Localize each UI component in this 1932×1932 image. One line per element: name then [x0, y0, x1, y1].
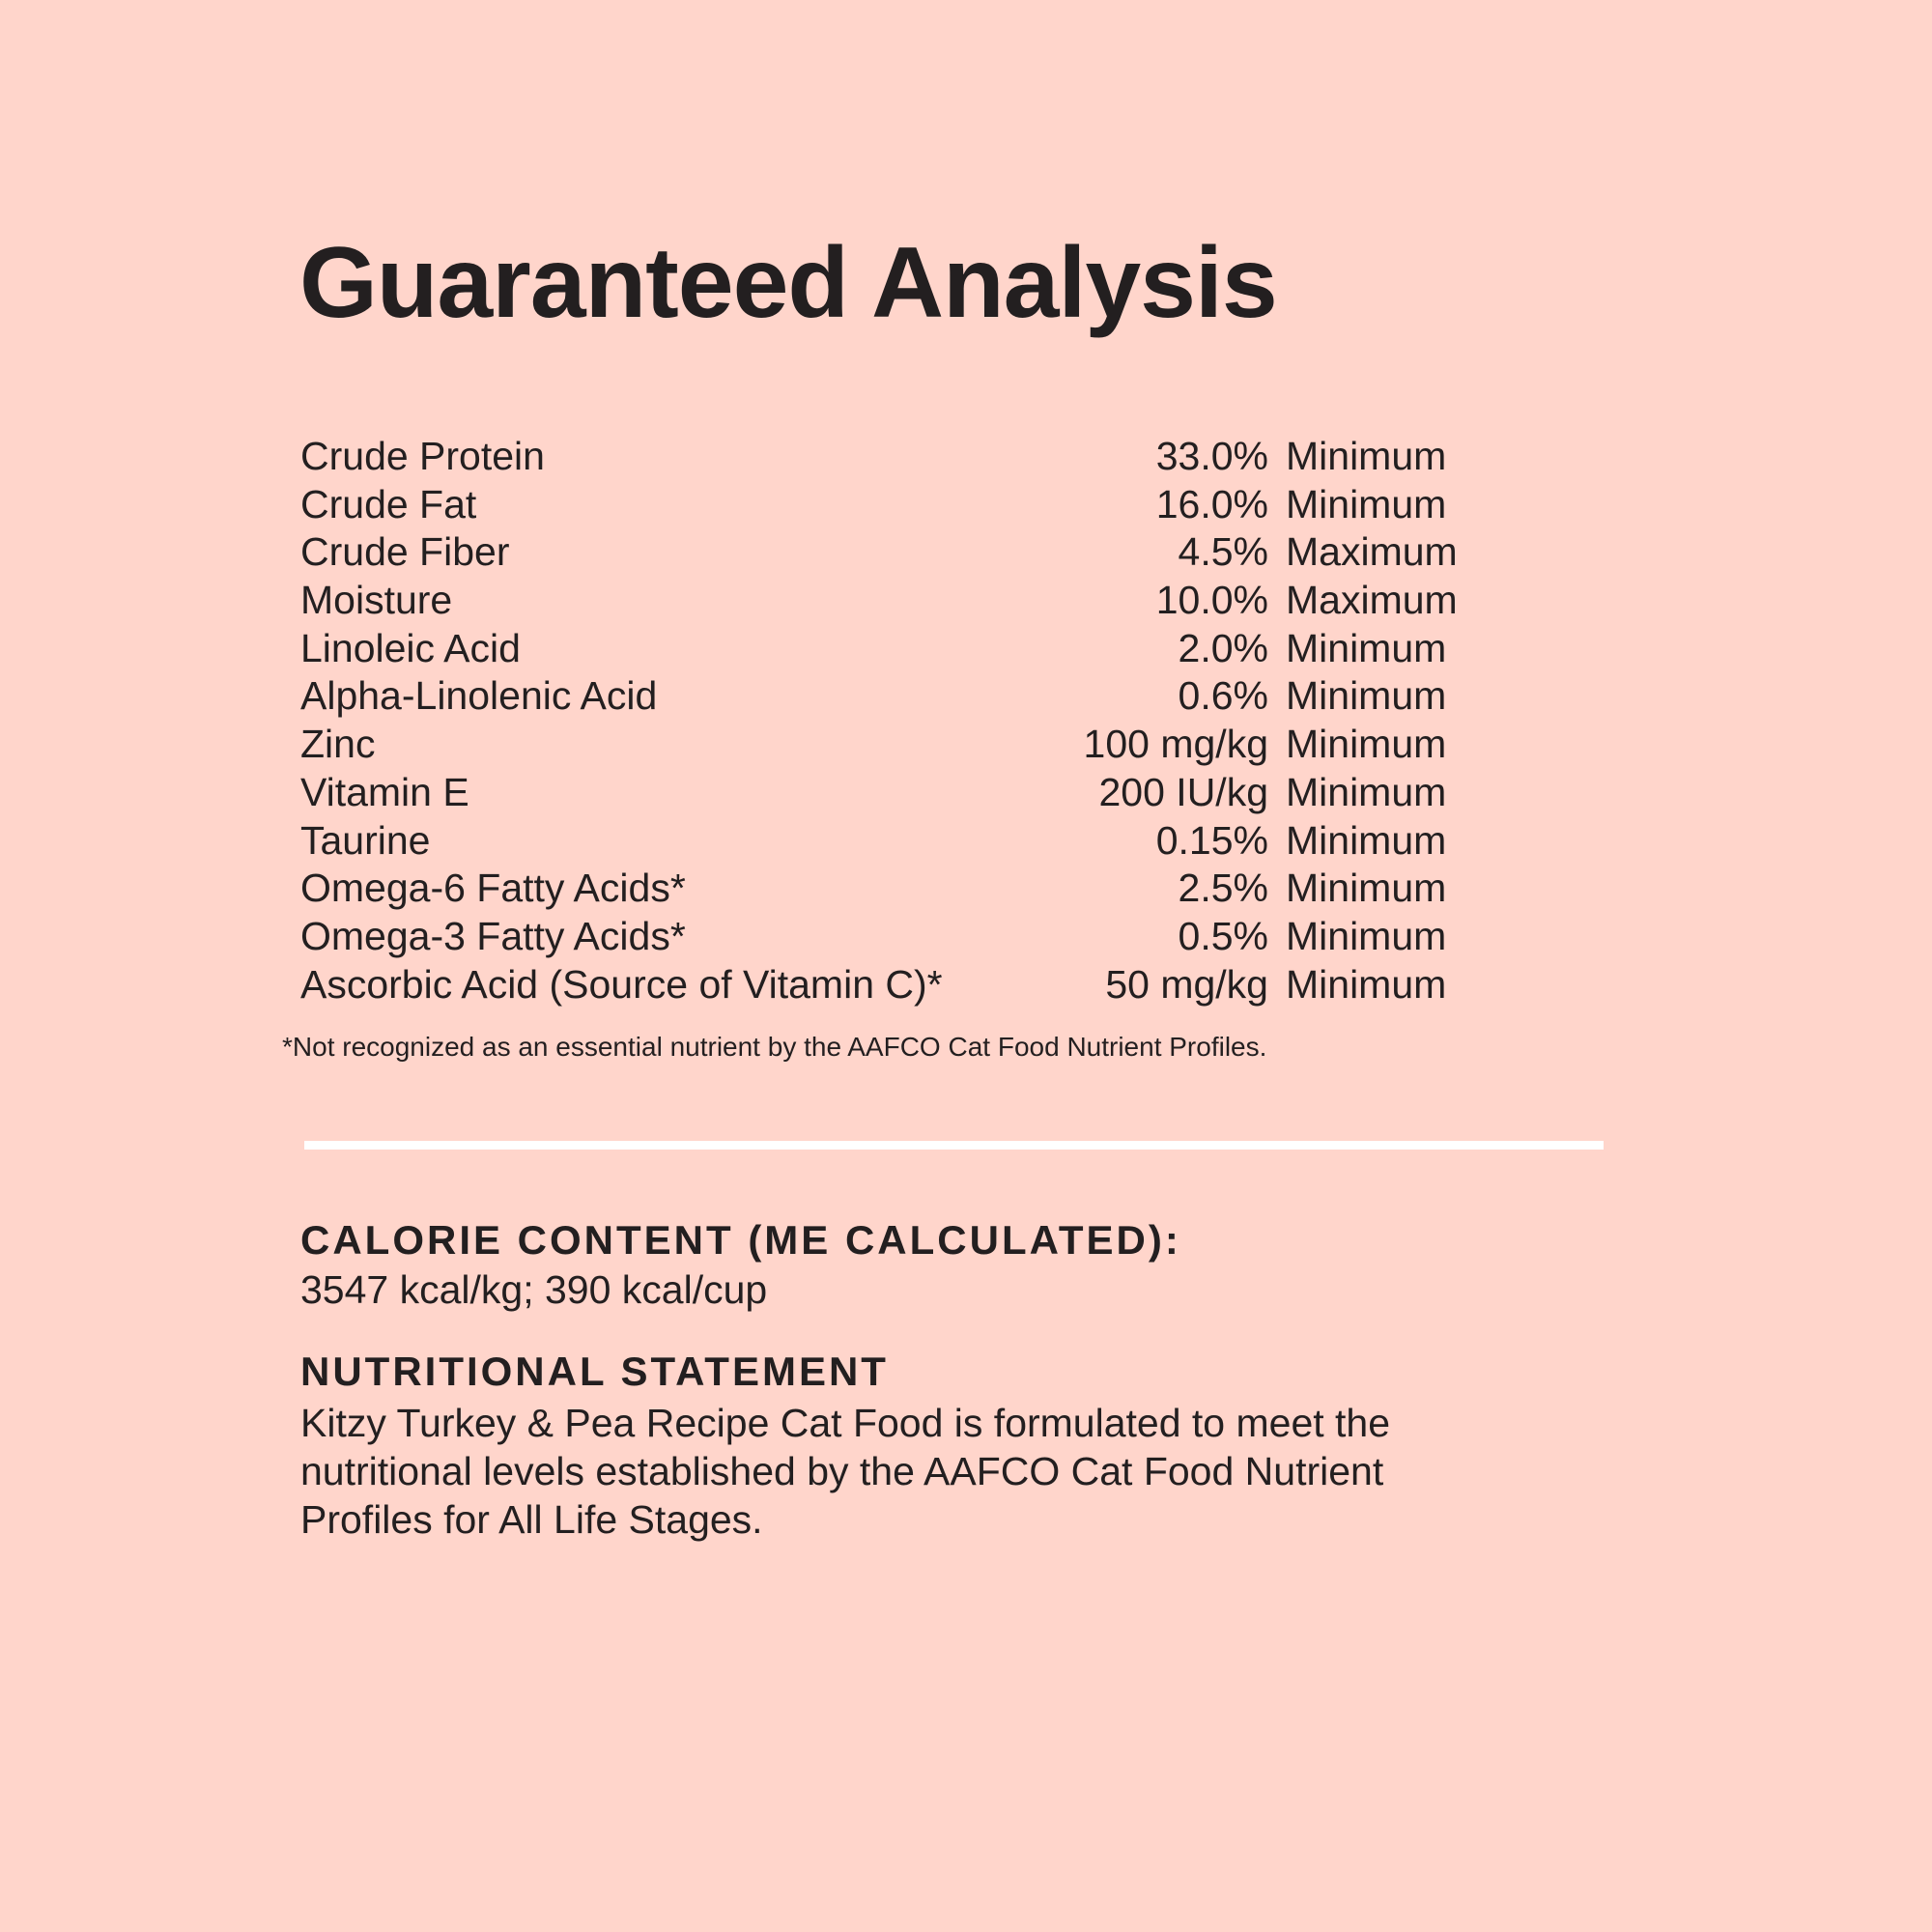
nutrient-limit-type: Minimum	[1286, 866, 1447, 911]
nutrient-name: Ascorbic Acid (Source of Vitamin C)*	[300, 961, 943, 1007]
nutrient-amount: 0.15%	[1155, 817, 1268, 863]
nutrient-limit-type: Minimum	[1286, 434, 1447, 478]
nutrient-name: Zinc	[300, 722, 376, 767]
nutrient-limit-type: Minimum	[1286, 673, 1447, 719]
nutrient-limit-type: Minimum	[1286, 961, 1447, 1007]
analysis-row	[300, 913, 1479, 961]
footnote: *Not recognized as an essential nutrient by the AAFCO Cat Food Nutrient Profiles.	[282, 1032, 1267, 1062]
analysis-row	[300, 672, 1479, 721]
analysis-row	[300, 481, 1479, 529]
nutrient-amount: 200 IU/kg	[1098, 769, 1268, 814]
nutrient-amount: 0.5%	[1178, 913, 1268, 958]
nutrient-limit-type: Minimum	[1286, 769, 1447, 814]
calorie-content-value: 3547 kcal/kg; 390 kcal/cup	[300, 1267, 768, 1312]
nutrient-amount: 4.5%	[1178, 529, 1268, 575]
nutrient-amount: 33.0%	[1155, 434, 1268, 478]
nutrient-amount: 0.6%	[1178, 673, 1268, 719]
nutrient-name: Crude Protein	[300, 434, 545, 478]
nutrient-amount: 10.0%	[1155, 578, 1268, 623]
nutrient-amount: 16.0%	[1155, 481, 1268, 526]
nutrient-name: Crude Fat	[300, 481, 477, 526]
analysis-row	[300, 817, 1479, 866]
nutrient-name: Taurine	[300, 817, 431, 863]
nutrient-limit-type: Minimum	[1286, 722, 1447, 767]
calorie-content-heading: CALORIE CONTENT (ME CALCULATED):	[300, 1217, 1181, 1263]
page-title: Guaranteed Analysis	[299, 227, 1277, 339]
nutrient-name: Linoleic Acid	[300, 625, 521, 670]
analysis-row	[300, 769, 1479, 817]
nutrient-amount: 2.0%	[1178, 625, 1268, 670]
analysis-row	[300, 433, 1479, 481]
nutrient-name: Omega-6 Fatty Acids*	[300, 866, 686, 911]
nutrient-limit-type: Minimum	[1286, 481, 1447, 526]
nutritional-statement-text: Kitzy Turkey & Pea Recipe Cat Food is formulated to meet the nutritional levels established by the AAFCO Cat Food Nutrient Profiles for All Life Stages.	[300, 1401, 1391, 1542]
nutrient-name: Omega-3 Fatty Acids*	[300, 913, 686, 958]
nutrient-limit-type: Minimum	[1286, 625, 1447, 670]
nutrient-amount: 2.5%	[1178, 866, 1268, 911]
nutrient-name: Crude Fiber	[300, 529, 510, 575]
nutrient-name: Moisture	[300, 578, 453, 623]
analysis-row	[300, 625, 1479, 673]
nutrient-name: Alpha-Linolenic Acid	[300, 673, 658, 719]
nutritional-statement-heading: NUTRITIONAL STATEMENT	[300, 1349, 889, 1394]
nutrient-amount: 100 mg/kg	[1083, 722, 1268, 767]
nutrient-name: Vitamin E	[300, 769, 469, 814]
analysis-row	[300, 865, 1479, 913]
analysis-row	[300, 961, 1479, 1009]
analysis-row	[300, 577, 1479, 625]
nutrient-limit-type: Maximum	[1286, 578, 1458, 623]
analysis-row	[300, 528, 1479, 577]
nutrient-amount: 50 mg/kg	[1105, 961, 1268, 1007]
divider	[304, 1141, 1604, 1150]
nutrient-limit-type: Minimum	[1286, 913, 1447, 958]
nutrient-limit-type: Maximum	[1286, 529, 1458, 575]
analysis-row	[300, 721, 1479, 769]
nutrient-limit-type: Minimum	[1286, 817, 1447, 863]
analysis-table	[300, 433, 1479, 1009]
